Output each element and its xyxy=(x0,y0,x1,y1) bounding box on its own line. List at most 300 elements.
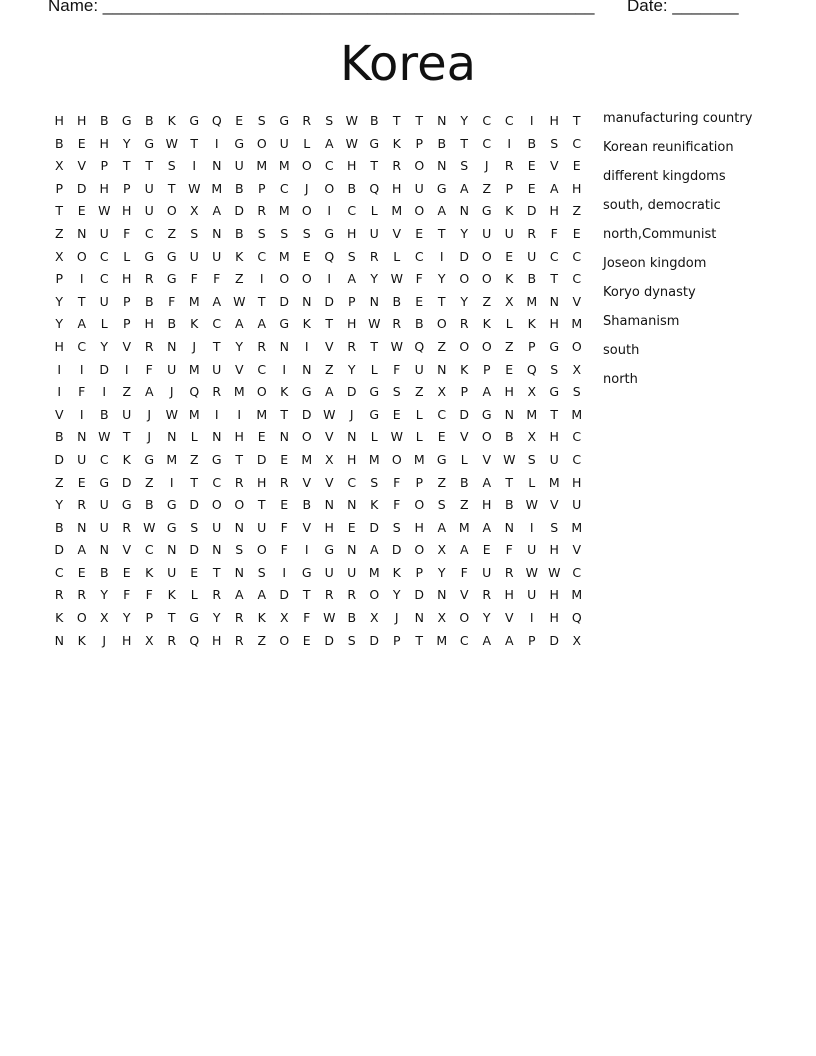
grid-letter: I xyxy=(282,361,287,377)
grid-letter: B xyxy=(504,429,514,445)
grid-letter: M xyxy=(301,451,313,467)
grid-letter: I xyxy=(529,610,534,626)
grid-letter: R xyxy=(212,587,222,603)
grid-letter: I xyxy=(79,271,84,287)
grid-letter: F xyxy=(415,271,423,287)
grid-letter: N xyxy=(437,113,447,128)
grid-letter: A xyxy=(482,384,492,400)
grid-letter: O xyxy=(166,203,177,219)
grid-letter: H xyxy=(54,113,64,128)
grid-letter: P xyxy=(527,338,536,354)
grid-letter: C xyxy=(482,113,492,128)
grid-letter: T xyxy=(437,293,446,309)
grid-letter: C xyxy=(414,248,424,264)
grid-letter: L xyxy=(528,474,536,490)
grid-letter: U xyxy=(549,451,559,467)
grid-letter: B xyxy=(99,113,109,128)
grid-letter: E xyxy=(77,135,86,151)
grid-letter: D xyxy=(76,180,87,196)
grid-letter: Z xyxy=(257,632,267,648)
grid-letter: N xyxy=(77,519,87,535)
grid-letter: Z xyxy=(167,225,177,241)
grid-letter: C xyxy=(257,361,267,377)
grid-letter: F xyxy=(393,474,401,490)
grid-letter: R xyxy=(167,632,177,648)
grid-letter: H xyxy=(212,632,222,648)
grid-letter: M xyxy=(188,361,200,377)
clue-item: south, democratic xyxy=(603,198,721,213)
grid-letter: I xyxy=(102,384,107,400)
grid-letter: O xyxy=(211,497,222,513)
grid-letter: B xyxy=(527,135,537,151)
grid-letter: Y xyxy=(460,293,469,309)
grid-letter: A xyxy=(324,384,334,400)
grid-letter: P xyxy=(145,610,154,626)
grid-letter: V xyxy=(459,587,469,603)
grid-letter: E xyxy=(482,542,491,558)
grid-row xyxy=(48,517,588,540)
grid-letter: D xyxy=(234,203,245,219)
grid-letter: N xyxy=(77,225,87,241)
grid-letter: B xyxy=(54,519,64,535)
grid-letter: O xyxy=(414,203,425,219)
grid-letter: X xyxy=(324,451,334,467)
grid-letter: K xyxy=(302,316,311,332)
grid-row xyxy=(48,223,588,246)
date-field-label: Date: _______ xyxy=(627,0,739,15)
grid-letter: I xyxy=(507,135,512,151)
grid-letter: D xyxy=(391,542,402,558)
grid-letter: H xyxy=(549,429,559,445)
grid-letter: Z xyxy=(572,203,582,219)
grid-letter: O xyxy=(301,203,312,219)
grid-letter: C xyxy=(144,225,154,241)
grid-letter: R xyxy=(257,203,267,219)
grid-letter: N xyxy=(234,519,244,535)
grid-letter: Z xyxy=(459,497,469,513)
grid-letter: U xyxy=(527,542,537,558)
grid-letter: Z xyxy=(54,225,64,241)
grid-letter: K xyxy=(392,564,401,580)
grid-letter: E xyxy=(415,293,424,309)
grid-letter: G xyxy=(481,203,492,219)
grid-letter: Y xyxy=(122,135,131,151)
grid-letter: B xyxy=(99,564,109,580)
grid-letter: O xyxy=(391,451,402,467)
grid-letter: K xyxy=(370,497,379,513)
grid-letter: I xyxy=(439,248,444,264)
grid-letter: B xyxy=(369,113,379,128)
grid-letter: O xyxy=(481,429,492,445)
grid-row xyxy=(48,584,588,607)
grid-letter: I xyxy=(79,406,84,422)
grid-letter: N xyxy=(99,542,109,558)
grid-letter: P xyxy=(415,474,424,490)
grid-letter: X xyxy=(54,248,64,264)
grid-letter: E xyxy=(347,519,356,535)
grid-letter: A xyxy=(437,519,447,535)
grid-letter: G xyxy=(369,135,380,151)
grid-letter: I xyxy=(57,361,62,377)
grid-letter: P xyxy=(257,180,266,196)
grid-row xyxy=(48,539,588,562)
grid-letter: N xyxy=(279,429,289,445)
grid-letter: A xyxy=(77,542,87,558)
grid-letter: K xyxy=(235,248,244,264)
grid-letter: W xyxy=(323,610,336,626)
grid-letter: G xyxy=(324,542,335,558)
grid-letter: Y xyxy=(460,113,469,128)
grid-letter: H xyxy=(99,135,109,151)
clue-item: north xyxy=(603,372,638,387)
grid-letter: M xyxy=(233,384,245,400)
grid-letter: P xyxy=(482,361,491,377)
grid-letter: W xyxy=(98,203,111,219)
grid-letter: R xyxy=(504,158,514,174)
grid-letter: H xyxy=(99,180,109,196)
grid-letter: G xyxy=(481,406,492,422)
grid-letter: M xyxy=(526,293,538,309)
grid-letter: Q xyxy=(369,180,380,196)
grid-letter: Y xyxy=(370,271,379,287)
grid-letter: B xyxy=(414,316,424,332)
grid-letter: S xyxy=(527,451,536,467)
grid-letter: W xyxy=(503,451,516,467)
grid-letter: Z xyxy=(504,338,514,354)
grid-letter: X xyxy=(504,293,514,309)
grid-letter: G xyxy=(301,564,312,580)
grid-letter: Q xyxy=(211,113,222,128)
grid-letter: W xyxy=(143,519,156,535)
grid-letter: E xyxy=(77,564,86,580)
grid-letter: B xyxy=(144,293,154,309)
grid-letter: V xyxy=(54,406,64,422)
grid-letter: G xyxy=(99,474,110,490)
grid-letter: V xyxy=(122,338,132,354)
grid-letter: T xyxy=(122,158,131,174)
grid-letter: R xyxy=(144,338,154,354)
grid-letter: F xyxy=(78,384,86,400)
grid-letter: O xyxy=(459,610,470,626)
grid-letter: E xyxy=(572,225,581,241)
grid-letter: H xyxy=(572,474,582,490)
grid-letter: R xyxy=(54,587,64,603)
grid-letter: W xyxy=(345,135,358,151)
grid-letter: A xyxy=(504,632,514,648)
grid-letter: N xyxy=(504,406,514,422)
grid-letter: S xyxy=(460,158,469,174)
grid-letter: Q xyxy=(324,248,335,264)
grid-letter: X xyxy=(572,361,582,377)
grid-letter: N xyxy=(212,225,222,241)
grid-letter: G xyxy=(144,451,155,467)
grid-letter: F xyxy=(505,542,513,558)
grid-letter: B xyxy=(347,180,357,196)
grid-letter: C xyxy=(347,474,357,490)
grid-letter: P xyxy=(392,632,401,648)
grid-letter: D xyxy=(324,632,335,648)
grid-letter: I xyxy=(237,406,242,422)
grid-letter: F xyxy=(280,542,288,558)
grid-letter: Z xyxy=(482,180,492,196)
grid-letter: S xyxy=(347,248,356,264)
grid-letter: E xyxy=(280,497,289,513)
grid-letter: C xyxy=(504,113,514,128)
grid-letter: R xyxy=(234,632,244,648)
grid-letter: D xyxy=(54,542,65,558)
grid-letter: A xyxy=(144,384,154,400)
grid-row xyxy=(48,246,588,269)
grid-letter: S xyxy=(437,497,446,513)
grid-letter: P xyxy=(122,316,131,332)
grid-letter: U xyxy=(279,135,289,151)
grid-letter: R xyxy=(527,225,537,241)
grid-letter: C xyxy=(279,180,289,196)
grid-letter: V xyxy=(572,293,582,309)
grid-letter: C xyxy=(54,564,64,580)
grid-letter: A xyxy=(437,203,447,219)
grid-letter: I xyxy=(327,271,332,287)
grid-letter: L xyxy=(370,203,378,219)
grid-letter: N xyxy=(369,293,379,309)
grid-letter: Z xyxy=(437,474,447,490)
grid-letter: Z xyxy=(234,271,244,287)
grid-letter: D xyxy=(256,451,267,467)
grid-letter: Y xyxy=(55,497,64,513)
grid-letter: N xyxy=(347,497,357,513)
grid-letter: K xyxy=(482,316,491,332)
grid-letter: Z xyxy=(324,361,334,377)
grid-letter: Y xyxy=(347,361,356,377)
grid-letter: G xyxy=(279,113,290,128)
grid-letter: J xyxy=(147,406,152,422)
grid-letter: E xyxy=(437,429,446,445)
grid-letter: G xyxy=(166,519,177,535)
grid-letter: C xyxy=(347,203,357,219)
grid-letter: N xyxy=(437,587,447,603)
grid-letter: N xyxy=(212,429,222,445)
grid-letter: U xyxy=(99,293,109,309)
grid-letter: B xyxy=(302,497,312,513)
grid-letter: N xyxy=(549,293,559,309)
grid-letter: O xyxy=(459,338,470,354)
grid-letter: V xyxy=(122,542,132,558)
grid-letter: P xyxy=(122,180,131,196)
grid-letter: L xyxy=(190,429,198,445)
grid-letter: O xyxy=(481,271,492,287)
grid-letter: X xyxy=(572,632,582,648)
grid-letter: F xyxy=(123,225,131,241)
grid-letter: M xyxy=(278,248,290,264)
grid-letter: U xyxy=(212,519,222,535)
grid-letter: J xyxy=(349,406,354,422)
grid-letter: R xyxy=(234,610,244,626)
grid-letter: G xyxy=(166,497,177,513)
grid-letter: H xyxy=(347,158,357,174)
grid-letter: Y xyxy=(392,587,401,603)
grid-letter: P xyxy=(527,632,536,648)
grid-letter: F xyxy=(145,587,153,603)
grid-letter: U xyxy=(347,564,357,580)
grid-letter: S xyxy=(325,113,334,128)
grid-letter: F xyxy=(460,564,468,580)
grid-letter: X xyxy=(99,610,109,626)
grid-letter: I xyxy=(124,361,129,377)
grid-letter: A xyxy=(234,587,244,603)
grid-letter: Y xyxy=(437,271,446,287)
grid-letter: S xyxy=(190,225,199,241)
grid-letter: O xyxy=(481,338,492,354)
grid-letter: H xyxy=(549,113,559,128)
grid-letter: C xyxy=(212,316,222,332)
grid-letter: H xyxy=(324,519,334,535)
grid-letter: M xyxy=(571,316,583,332)
grid-letter: D xyxy=(279,293,290,309)
grid-letter: U xyxy=(122,406,132,422)
grid-letter: Y xyxy=(437,564,446,580)
grid-letter: E xyxy=(415,225,424,241)
grid-letter: Q xyxy=(414,338,425,354)
grid-letter: Z xyxy=(189,451,199,467)
grid-letter: H xyxy=(504,384,514,400)
grid-letter: U xyxy=(527,587,537,603)
grid-letter: D xyxy=(121,474,132,490)
grid-letter: C xyxy=(572,564,582,580)
grid-letter: W xyxy=(390,338,403,354)
grid-letter: D xyxy=(346,384,357,400)
grid-letter: V xyxy=(482,451,492,467)
grid-letter: S xyxy=(550,361,559,377)
grid-letter: I xyxy=(57,384,62,400)
grid-letter: B xyxy=(437,135,447,151)
grid-letter: S xyxy=(392,384,401,400)
grid-letter: P xyxy=(460,384,469,400)
grid-letter: S xyxy=(280,225,289,241)
grid-letter: H xyxy=(77,113,87,128)
grid-row xyxy=(48,178,588,201)
grid-letter: U xyxy=(167,564,177,580)
grid-letter: V xyxy=(302,519,312,535)
grid-letter: A xyxy=(482,519,492,535)
grid-letter: U xyxy=(189,248,199,264)
grid-letter: M xyxy=(526,406,538,422)
grid-letter: W xyxy=(233,293,246,309)
grid-letter: U xyxy=(369,225,379,241)
grid-letter: S xyxy=(257,564,266,580)
grid-letter: Z xyxy=(122,384,132,400)
clue-item: manufacturing country xyxy=(603,111,753,126)
grid-letter: O xyxy=(571,338,582,354)
grid-letter: T xyxy=(167,610,176,626)
clue-item: Koryo dynasty xyxy=(603,285,696,300)
grid-letter: G xyxy=(369,384,380,400)
grid-letter: C xyxy=(99,248,109,264)
grid-letter: L xyxy=(123,248,131,264)
grid-letter: G xyxy=(549,338,560,354)
grid-letter: C xyxy=(144,542,154,558)
grid-letter: G xyxy=(166,248,177,264)
grid-letter: G xyxy=(121,113,132,128)
grid-letter: J xyxy=(147,429,152,445)
grid-letter: R xyxy=(144,271,154,287)
grid-letter: D xyxy=(54,451,65,467)
grid-letter: R xyxy=(459,316,469,332)
grid-letter: Y xyxy=(100,587,109,603)
grid-row xyxy=(48,449,588,472)
grid-letter: R xyxy=(392,316,402,332)
grid-letter: H xyxy=(234,429,244,445)
letter-grid xyxy=(48,110,588,652)
grid-letter: M xyxy=(278,158,290,174)
grid-letter: U xyxy=(482,225,492,241)
grid-letter: U xyxy=(99,519,109,535)
grid-letter: R xyxy=(392,158,402,174)
grid-letter: B xyxy=(527,271,537,287)
grid-letter: N xyxy=(167,542,177,558)
grid-letter: G xyxy=(189,113,200,128)
grid-letter: V xyxy=(324,474,334,490)
grid-letter: X xyxy=(369,610,379,626)
grid-letter: A xyxy=(482,632,492,648)
grid-letter: T xyxy=(280,406,289,422)
grid-letter: I xyxy=(304,542,309,558)
grid-letter: A xyxy=(549,180,559,196)
grid-letter: V xyxy=(302,474,312,490)
grid-letter: V xyxy=(392,225,402,241)
grid-letter: W xyxy=(525,497,538,513)
grid-letter: P xyxy=(100,158,109,174)
grid-letter: K xyxy=(280,384,289,400)
grid-row xyxy=(48,630,588,653)
grid-letter: F xyxy=(213,271,221,287)
grid-letter: E xyxy=(280,451,289,467)
grid-letter: O xyxy=(256,384,267,400)
grid-letter: G xyxy=(436,451,447,467)
grid-letter: O xyxy=(414,497,425,513)
grid-letter: S xyxy=(572,384,581,400)
grid-letter: S xyxy=(550,135,559,151)
grid-letter: I xyxy=(327,203,332,219)
grid-letter: F xyxy=(280,519,288,535)
grid-letter: V xyxy=(324,429,334,445)
grid-letter: F xyxy=(190,271,198,287)
grid-letter: M xyxy=(256,158,268,174)
grid-letter: I xyxy=(214,406,219,422)
grid-letter: G xyxy=(144,135,155,151)
grid-letter: L xyxy=(505,316,513,332)
grid-letter: D xyxy=(459,406,470,422)
grid-letter: X xyxy=(527,384,537,400)
grid-letter: N xyxy=(234,564,244,580)
grid-letter: C xyxy=(459,632,469,648)
grid-letter: M xyxy=(458,519,470,535)
grid-letter: W xyxy=(390,271,403,287)
grid-letter: W xyxy=(548,564,561,580)
grid-letter: O xyxy=(414,542,425,558)
grid-letter: H xyxy=(122,632,132,648)
grid-letter: T xyxy=(392,113,401,128)
grid-letter: T xyxy=(212,564,221,580)
grid-letter: C xyxy=(549,248,559,264)
grid-letter: E xyxy=(505,361,514,377)
grid-letter: F xyxy=(145,361,153,377)
grid-letter: T xyxy=(145,158,154,174)
grid-letter: B xyxy=(167,316,177,332)
grid-letter: H xyxy=(122,203,132,219)
grid-letter: N xyxy=(302,361,312,377)
grid-letter: L xyxy=(303,135,311,151)
grid-letter: G xyxy=(369,406,380,422)
